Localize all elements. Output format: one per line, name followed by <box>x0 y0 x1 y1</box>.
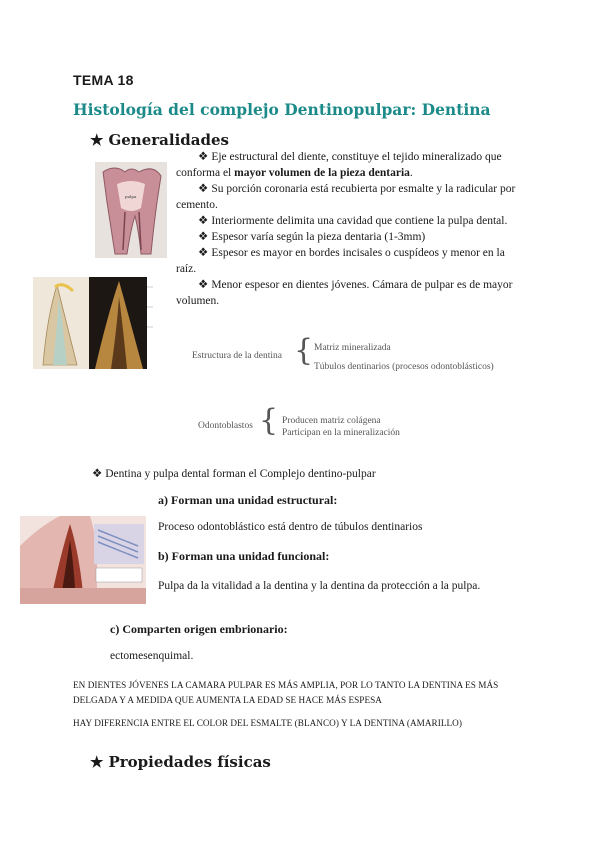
dentin-tubules-image <box>33 277 155 369</box>
generalidades-heading-label: Generalidades <box>108 131 229 149</box>
propiedades-heading <box>90 753 271 771</box>
diamond-bullet-icon: ❖ <box>198 215 209 227</box>
bullet-text: Su porción coronaria está recubierta por esmalte y la radicular por cemento. <box>176 183 516 211</box>
note-color-diferencia: HAY DIFERENCIA ENTRE EL COLOR DEL ESMALTE (BLANCO) Y LA DENTINA (AMARILLO) <box>73 718 462 728</box>
section-number: TEMA 18 <box>73 72 134 88</box>
bullet-text: Espesor varía según la pieza dentaria (1-3mm) <box>211 231 426 243</box>
odontoblastos-item: Producen matriz colágena <box>282 416 381 426</box>
list-item <box>176 213 521 229</box>
brace-icon: { <box>294 333 314 368</box>
list-item <box>176 277 521 309</box>
generalidades-heading <box>90 131 229 149</box>
generalidades-bullet-list <box>176 149 521 309</box>
bullet-text-end: . <box>409 167 413 179</box>
bullet-emphasis: mayor volumen de la pieza dentaria <box>234 167 410 179</box>
diamond-bullet-icon: ❖ <box>198 247 209 259</box>
estructura-item: Túbulos dentinarios (procesos odontoblásticos) <box>314 362 494 372</box>
list-item <box>176 181 521 213</box>
svg-text:pulpa: pulpa <box>125 194 137 199</box>
unidad-funcional-text: Pulpa da la vitalidad a la dentina y la dentina da protección a la pulpa. <box>158 580 481 592</box>
list-item <box>176 245 521 277</box>
bullet-text: Interiormente delimita una cavidad que contiene la pulpa dental. <box>211 215 508 227</box>
diamond-bullet-icon: ❖ <box>198 151 209 163</box>
diamond-bullet-icon: ❖ <box>198 279 209 291</box>
diamond-bullet-icon: ❖ <box>92 468 103 480</box>
brace-icon: { <box>259 403 279 438</box>
dentin-pulp-complex-image <box>20 516 146 604</box>
unidad-estructural-text: Proceso odontoblástico está dentro de túbulos dentinarios <box>158 521 423 533</box>
diamond-bullet-icon: ❖ <box>198 231 209 243</box>
unidad-funcional-heading: b) Forman una unidad funcional: <box>158 549 330 563</box>
unidad-estructural-heading: a) Forman una unidad estructural: <box>158 493 338 507</box>
bullet-text: Menor espesor en dientes jóvenes. Cámara de pulpar es de mayor volumen. <box>176 279 513 307</box>
origen-text: ectomesenquimal. <box>110 650 194 662</box>
diamond-bullet-icon: ❖ <box>198 183 209 195</box>
page-title: Histología del complejo Dentinopulpar: Dentina <box>73 100 491 119</box>
estructura-label: Estructura de la dentina <box>192 351 282 361</box>
note-dientes-jovenes: EN DIENTES JÓVENES LA CAMARA PULPAR ES MÁS AMPLIA, POR LO TANTO LA DENTINA ES MÁS DELGADA Y A MEDIDA QUE AUMENTA LA EDAD SE HACE MÁS ESPESA <box>73 680 499 705</box>
complejo-bullet-text: Dentina y pulpa dental forman el Complejo dentino-pulpar <box>105 468 376 480</box>
odontoblastos-label: Odontoblastos <box>198 421 253 431</box>
complejo-bullet <box>92 466 376 480</box>
odontoblastos-item: Participan en la mineralización <box>282 428 400 438</box>
star-icon: ★ <box>90 131 104 149</box>
propiedades-heading-label: Propiedades físicas <box>108 753 271 771</box>
bullet-text: Espesor es mayor en bordes incisales o cuspídeos y menor en la raíz. <box>176 247 505 275</box>
bullet-text: Eje estructural del diente, constituye el tejido mineralizado que conforma el <box>176 151 502 179</box>
tooth-section-image <box>95 162 167 258</box>
star-icon: ★ <box>90 753 104 771</box>
list-item <box>176 149 521 181</box>
origen-heading: c) Comparten origen embrionario: <box>110 622 288 636</box>
estructura-item: Matriz mineralizada <box>314 343 391 353</box>
list-item <box>176 229 521 245</box>
